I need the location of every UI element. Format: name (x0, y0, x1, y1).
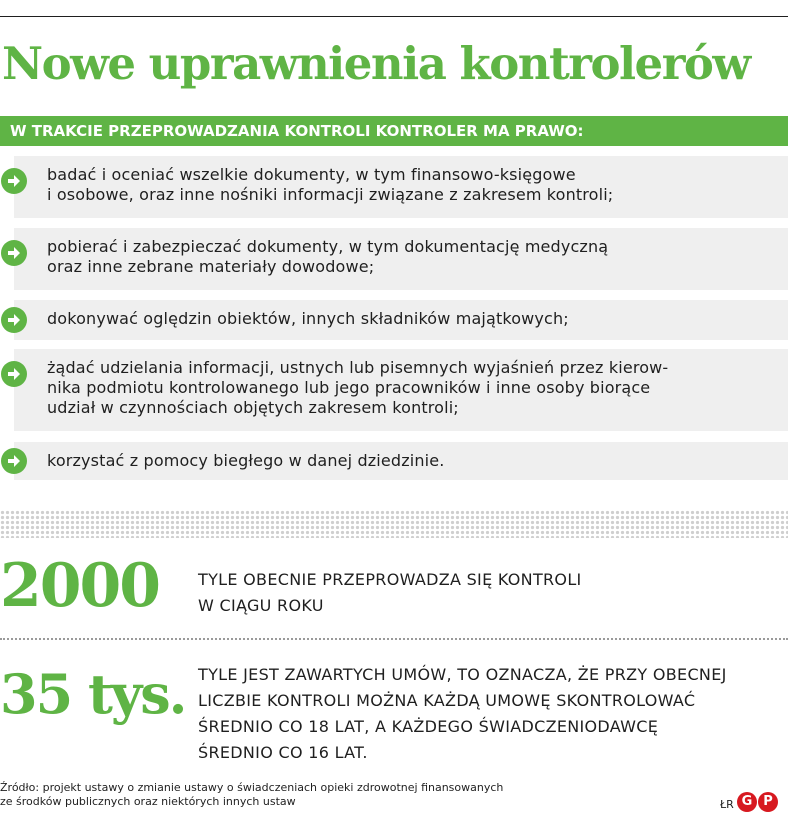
arrow-right-icon (1, 307, 27, 333)
section-header: W TRAKCIE PRZEPROWADZANIA KONTROLI KONTROLER MA PRAWO: (0, 116, 788, 146)
logo-letter: P (758, 792, 778, 812)
author-initials: ŁR (720, 798, 734, 811)
arrow-right-icon (1, 240, 27, 266)
publisher-logo (737, 792, 778, 812)
list-item-text: pobierać i zabezpieczać dokumenty, w tym dokumentację medyczną oraz inne zebrane materiały dowodowe; (47, 237, 609, 276)
arrow-right-icon (1, 448, 27, 474)
list-item (14, 349, 788, 431)
stat-text-contracts: TYLE JEST ZAWARTYCH UMÓW, TO OZNACZA, ŻE PRZY OBECNEJ LICZBIE KONTROLI MOŻNA KAŻDĄ UMOWĘ SKONTROLOWAĆ ŚREDNIO CO 18 LAT, A KAŻDEGO ŚWIADCZENIODAWCĘ ŚREDNIO CO 16 LAT. (198, 665, 727, 762)
page-title: Nowe uprawnienia kontrolerów (2, 37, 750, 90)
list-item (14, 300, 788, 340)
list-item (14, 442, 788, 480)
stat-value-contracts: 35 tys. (0, 662, 186, 726)
list-item-text: żądać udzielania informacji, ustnych lub pisemnych wyjaśnień przez kierow- nika podmiotu kontrolowanego lub jego pracowników i inne osoby biorące udział w czynnościach objętych zakresem kontroli; (47, 358, 669, 417)
list-item-text: dokonywać oględzin obiektów, innych składników majątkowych; (47, 309, 569, 328)
dotted-divider (0, 510, 788, 538)
top-rule (0, 16, 788, 17)
stat-value-controls: 2000 (0, 551, 159, 621)
list-item-text: badać i oceniać wszelkie dokumenty, w tym finansowo-księgowe i osobowe, oraz inne nośniki informacji związane z zakresem kontroli; (47, 165, 614, 204)
list-item-text: korzystać z pomocy biegłego w danej dziedzinie. (47, 451, 445, 470)
source-note: Źródło: projekt ustawy o zmianie ustawy o świadczeniach opieki zdrowotnej finansowanych ze środków publicznych oraz niektórych innych ustaw (0, 781, 504, 808)
stat-text-controls: TYLE OBECNIE PRZEPROWADZA SIĘ KONTROLI W CIĄGU ROKU (198, 570, 582, 615)
logo-letter: G (737, 792, 757, 812)
list-item (14, 156, 788, 218)
list-item (14, 228, 788, 290)
dotted-separator (0, 638, 788, 640)
arrow-right-icon (1, 361, 27, 387)
arrow-right-icon (1, 168, 27, 194)
